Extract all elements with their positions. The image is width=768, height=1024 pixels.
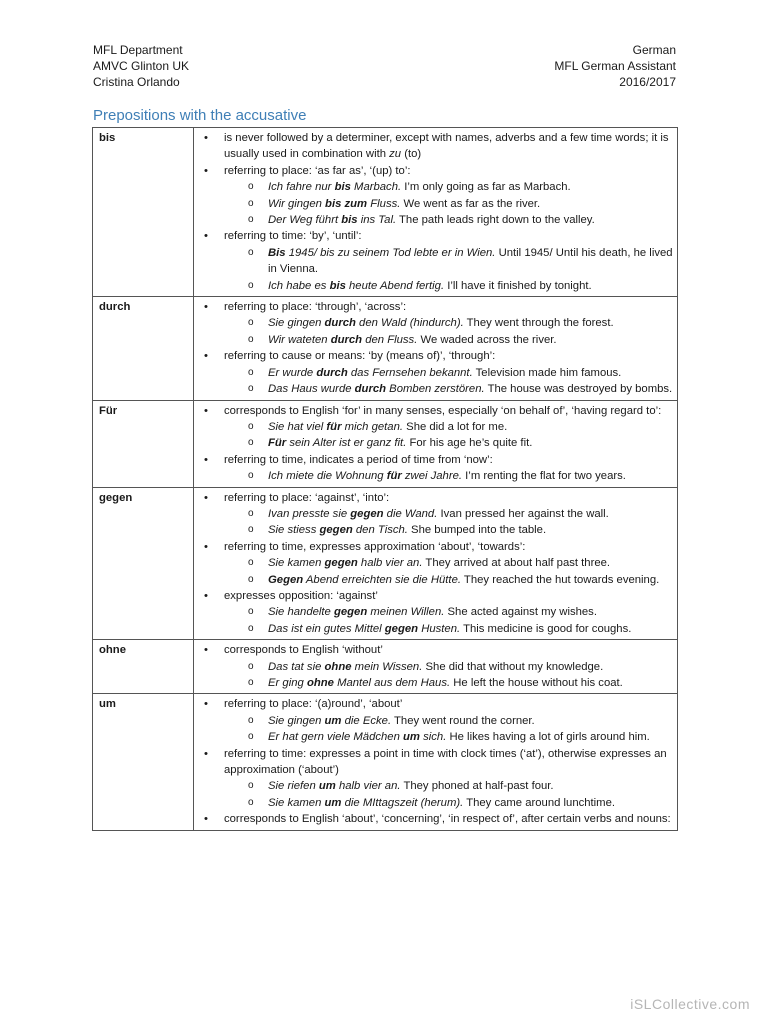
- german-example: [268, 677, 450, 689]
- usage-point: [200, 811, 673, 827]
- preposition-row: [93, 487, 678, 640]
- german-text: mich getan.: [341, 420, 404, 433]
- german-text: Sie gingen: [268, 714, 325, 727]
- example-list: [224, 179, 673, 228]
- german-text: Ich fahre nur: [268, 181, 335, 194]
- german-text: Sie kamen: [268, 557, 325, 570]
- german-example: [268, 280, 444, 292]
- header-subject: German: [632, 43, 676, 57]
- example-list: [224, 419, 673, 452]
- german-example: [268, 508, 437, 520]
- preposition-word: um: [93, 694, 194, 830]
- preposition-usage: [194, 694, 678, 830]
- header-department: MFL Department: [93, 43, 183, 57]
- german-text: ins Tal.: [357, 214, 397, 227]
- example-item: [224, 778, 673, 794]
- preposition-keyword: gegen: [333, 606, 368, 619]
- german-word: zu: [389, 148, 402, 161]
- german-text: den Tisch.: [352, 524, 408, 537]
- example-item: [224, 506, 673, 522]
- german-text: Wir gingen: [268, 197, 326, 210]
- english-translation: They arrived at about half past three.: [422, 557, 611, 570]
- german-text: den Wald (hindurch).: [355, 317, 464, 330]
- preposition-usage: [194, 487, 678, 640]
- german-example: [268, 606, 444, 618]
- english-translation: For his age he’s quite fit.: [406, 437, 533, 450]
- german-text: Husten.: [418, 622, 461, 635]
- preposition-keyword: durch: [354, 383, 387, 396]
- preposition-word: durch: [93, 297, 194, 400]
- german-text: die MIttagszeit (herum).: [341, 796, 464, 809]
- usage-point: [200, 696, 673, 745]
- preposition-keyword: um: [403, 731, 420, 744]
- example-list: [224, 315, 673, 348]
- prepositions-table-body: [93, 128, 678, 831]
- usage-text: corresponds to English ‘about’, ‘concerning’, ‘in respect of’, after certain verbs and nouns:: [224, 813, 671, 826]
- usage-list: [200, 696, 673, 827]
- example-item: [224, 713, 673, 729]
- example-item: [224, 468, 673, 484]
- usage-text: referring to cause or means: ‘by (means of)’, ‘through’:: [224, 350, 496, 363]
- german-example: [268, 198, 400, 210]
- german-text: Sie kamen: [268, 796, 325, 809]
- usage-text: referring to time: ‘by’, ‘until’:: [224, 230, 362, 243]
- german-text: heute Abend fertig.: [345, 279, 445, 292]
- usage-point: [200, 642, 673, 691]
- german-text: Fluss.: [367, 197, 401, 210]
- usage-text: corresponds to English ‘without’: [224, 644, 383, 657]
- example-item: [224, 278, 673, 294]
- german-example: [268, 661, 422, 673]
- header-year: 2016/2017: [619, 75, 676, 89]
- usage-text: referring to place: ‘through’, ‘across’:: [224, 301, 407, 314]
- preposition-keyword: bis: [329, 279, 346, 292]
- german-text: Sie hat viel: [268, 420, 327, 433]
- german-text: Ich habe es: [268, 279, 330, 292]
- german-example: [268, 437, 406, 449]
- english-translation: They reached the hut towards evening.: [461, 573, 660, 586]
- german-text: den Fluss.: [362, 333, 418, 346]
- english-translation: I’m only going as far as Marbach.: [401, 181, 571, 194]
- example-item: [224, 572, 673, 588]
- example-item: [224, 621, 673, 637]
- preposition-row: [93, 694, 678, 830]
- example-list: [224, 713, 673, 746]
- preposition-keyword: gegen: [324, 557, 358, 570]
- english-translation: The path leads right down to the valley.: [396, 214, 595, 227]
- english-translation: They went round the corner.: [391, 714, 535, 727]
- german-text: Er wurde: [268, 366, 317, 379]
- english-translation: They went through the forest.: [463, 317, 614, 330]
- english-translation: I’m renting the flat for two years.: [462, 470, 626, 483]
- example-item: [224, 729, 673, 745]
- usage-point: [200, 539, 673, 588]
- example-item: [224, 435, 673, 451]
- preposition-keyword: Bis: [268, 246, 286, 259]
- usage-text: expresses opposition: ‘against’: [224, 589, 378, 602]
- usage-list: [200, 642, 673, 691]
- preposition-usage: [194, 400, 678, 487]
- watermark-text: iSLCollective.com: [630, 996, 750, 1012]
- german-text: halb vier an.: [335, 780, 401, 793]
- usage-text: corresponds to English ‘for’ in many senses, especially ‘on behalf of’, ‘having regard to’:: [224, 404, 662, 417]
- german-example: [268, 557, 422, 569]
- german-text: Abend erreichten sie die Hütte.: [303, 573, 461, 586]
- english-translation: The house was destroyed by bombs.: [484, 383, 673, 396]
- german-example: [268, 421, 403, 433]
- usage-point: [200, 130, 673, 163]
- german-example: [268, 731, 446, 743]
- german-text: die Wand.: [383, 507, 438, 520]
- english-translation: We waded across the river.: [417, 333, 557, 346]
- usage-text: is never followed by a determiner, except with names, adverbs and a few time words; it is usually used in combination with zu (to): [224, 132, 669, 161]
- preposition-keyword: um: [318, 780, 336, 793]
- preposition-row: [93, 640, 678, 694]
- preposition-row: [93, 400, 678, 487]
- preposition-keyword: gegen: [319, 524, 353, 537]
- english-translation: I’ll have it finished by tonight.: [444, 279, 592, 292]
- english-translation: He likes having a lot of girls around him.: [446, 731, 650, 744]
- example-item: [224, 365, 673, 381]
- english-translation: They came around lunchtime.: [463, 796, 616, 809]
- german-text: Sie gingen: [268, 317, 325, 330]
- german-text: Das ist ein gutes Mittel: [268, 622, 385, 635]
- preposition-usage: [194, 640, 678, 694]
- preposition-keyword: bis zum: [325, 197, 368, 210]
- example-item: [224, 522, 673, 538]
- preposition-row: [93, 297, 678, 400]
- usage-text: referring to place: ‘(a)round’, ‘about’: [224, 698, 403, 711]
- example-list: [224, 506, 673, 539]
- german-example: [268, 181, 401, 193]
- preposition-keyword: ohne: [324, 660, 352, 673]
- german-text: Er ging: [268, 677, 307, 689]
- usage-list: [200, 403, 673, 485]
- german-text: Der Weg führt: [268, 214, 342, 227]
- preposition-keyword: ohne: [306, 677, 334, 689]
- german-text: mein Wissen.: [351, 660, 423, 673]
- german-example: [268, 780, 401, 792]
- german-text: Sie stiess: [268, 524, 320, 537]
- english-translation: Television made him famous.: [472, 366, 622, 379]
- german-example: [268, 214, 396, 226]
- german-text: Er hat gern viele Mädchen: [268, 731, 404, 744]
- preposition-keyword: Für: [268, 437, 287, 450]
- german-text: Bomben zerstören.: [386, 383, 485, 396]
- preposition-keyword: bis: [334, 181, 351, 194]
- example-item: [224, 212, 673, 228]
- usage-text: referring to place: ‘against’, ‘into’:: [224, 491, 390, 504]
- usage-text: referring to time, indicates a period of time from ‘now’:: [224, 453, 493, 466]
- example-item: [224, 196, 673, 212]
- english-translation: She did a lot for me.: [403, 420, 508, 433]
- german-text: Sie riefen: [268, 780, 319, 793]
- preposition-keyword: um: [324, 714, 342, 727]
- example-item: [224, 245, 673, 278]
- german-text: die Ecke.: [341, 714, 392, 727]
- usage-point: [200, 403, 673, 452]
- preposition-keyword: für: [326, 420, 342, 433]
- header-left: [93, 42, 189, 90]
- example-item: [224, 179, 673, 195]
- example-list: [224, 555, 673, 588]
- english-translation: They phoned at half-past four.: [400, 780, 554, 793]
- german-example: [268, 797, 463, 809]
- usage-point: [200, 746, 673, 812]
- example-list: [224, 659, 673, 692]
- german-example: [268, 367, 473, 379]
- german-text: sich.: [419, 731, 447, 744]
- preposition-keyword: um: [324, 796, 342, 809]
- german-example: [268, 383, 485, 395]
- german-example: [268, 574, 461, 586]
- german-text: Mantel aus dem Haus.: [333, 677, 451, 689]
- german-example: [268, 317, 464, 329]
- preposition-usage: [194, 297, 678, 400]
- german-text: halb vier an.: [357, 557, 423, 570]
- english-translation: Ivan pressed her against the wall.: [437, 507, 609, 520]
- english-translation: She did that without my knowledge.: [422, 660, 604, 673]
- usage-list: [200, 299, 673, 397]
- german-example: [268, 334, 417, 346]
- german-text: meinen Willen.: [367, 606, 445, 619]
- example-item: [224, 315, 673, 331]
- example-item: [224, 659, 673, 675]
- example-item: [224, 332, 673, 348]
- english-translation: Until 1945/ Until his death, he lived in Vienna.: [268, 246, 673, 276]
- preposition-word: Für: [93, 400, 194, 487]
- preposition-keyword: gegen: [350, 507, 384, 520]
- preposition-word: bis: [93, 128, 194, 297]
- preposition-keyword: für: [386, 470, 402, 483]
- preposition-keyword: durch: [330, 333, 363, 346]
- german-text: Das Haus wurde: [268, 383, 355, 396]
- header-role: MFL German Assistant: [554, 59, 676, 73]
- example-list: [224, 778, 673, 811]
- example-item: [224, 604, 673, 620]
- german-example: [268, 715, 391, 727]
- german-text: Wir wateten: [268, 333, 331, 346]
- usage-text: referring to time: expresses a point in time with clock times (‘at’), otherwise expresses an approximation (‘about’): [224, 747, 667, 777]
- preposition-keyword: gegen: [384, 622, 419, 635]
- example-item: [224, 381, 673, 397]
- preposition-row: [93, 128, 678, 297]
- preposition-keyword: bis: [341, 214, 358, 227]
- english-translation: We went as far as the river.: [400, 197, 541, 210]
- document-title: Prepositions with the accusative: [93, 107, 307, 124]
- usage-list: [200, 490, 673, 638]
- example-list: [224, 245, 673, 294]
- usage-point: [200, 348, 673, 397]
- german-text: Marbach.: [350, 181, 402, 194]
- example-item: [224, 555, 673, 571]
- preposition-word: ohne: [93, 640, 194, 694]
- german-text: zwei Jahre.: [401, 470, 463, 483]
- preposition-keyword: durch: [324, 317, 356, 330]
- usage-point: [200, 228, 673, 294]
- german-text: sein Alter ist er ganz fit.: [286, 437, 407, 450]
- header-right: [554, 42, 676, 90]
- usage-point: [200, 588, 673, 637]
- prepositions-table: [92, 127, 678, 831]
- usage-point: [200, 163, 673, 229]
- header-author: Cristina Orlando: [93, 75, 180, 89]
- example-item: [224, 675, 673, 691]
- preposition-usage: [194, 128, 678, 297]
- usage-point: [200, 452, 673, 485]
- german-example: [268, 470, 462, 482]
- example-item: [224, 795, 673, 811]
- english-translation: She bumped into the table.: [407, 524, 547, 537]
- example-list: [224, 365, 673, 398]
- german-example: [268, 247, 495, 259]
- german-text: das Fernsehen bekannt.: [347, 366, 473, 379]
- usage-point: [200, 299, 673, 348]
- example-list: [224, 468, 673, 484]
- example-item: [224, 419, 673, 435]
- header-school: AMVC Glinton UK: [93, 59, 190, 73]
- usage-list: [200, 130, 673, 294]
- german-example: [268, 524, 408, 536]
- german-text: Ivan presste sie: [268, 507, 351, 520]
- preposition-keyword: durch: [316, 366, 348, 379]
- preposition-keyword: Gegen: [268, 573, 304, 586]
- english-translation: He left the house without his coat.: [450, 677, 623, 689]
- german-text: Das tat sie: [268, 660, 325, 673]
- german-text: Sie handelte: [268, 606, 334, 619]
- usage-point: [200, 490, 673, 539]
- english-translation: She acted against my wishes.: [444, 606, 597, 619]
- preposition-word: gegen: [93, 487, 194, 640]
- example-list: [224, 604, 673, 637]
- usage-text: referring to time, expresses approximation ‘about’, ‘towards’:: [224, 540, 526, 553]
- usage-text: referring to place: ‘as far as’, ‘(up) to’:: [224, 164, 411, 177]
- german-text: Ich miete die Wohnung: [268, 470, 387, 483]
- german-text: 1945/ bis zu seinem Tod lebte er in Wien.: [285, 246, 496, 259]
- german-example: [268, 623, 460, 635]
- english-translation: This medicine is good for coughs.: [460, 622, 632, 635]
